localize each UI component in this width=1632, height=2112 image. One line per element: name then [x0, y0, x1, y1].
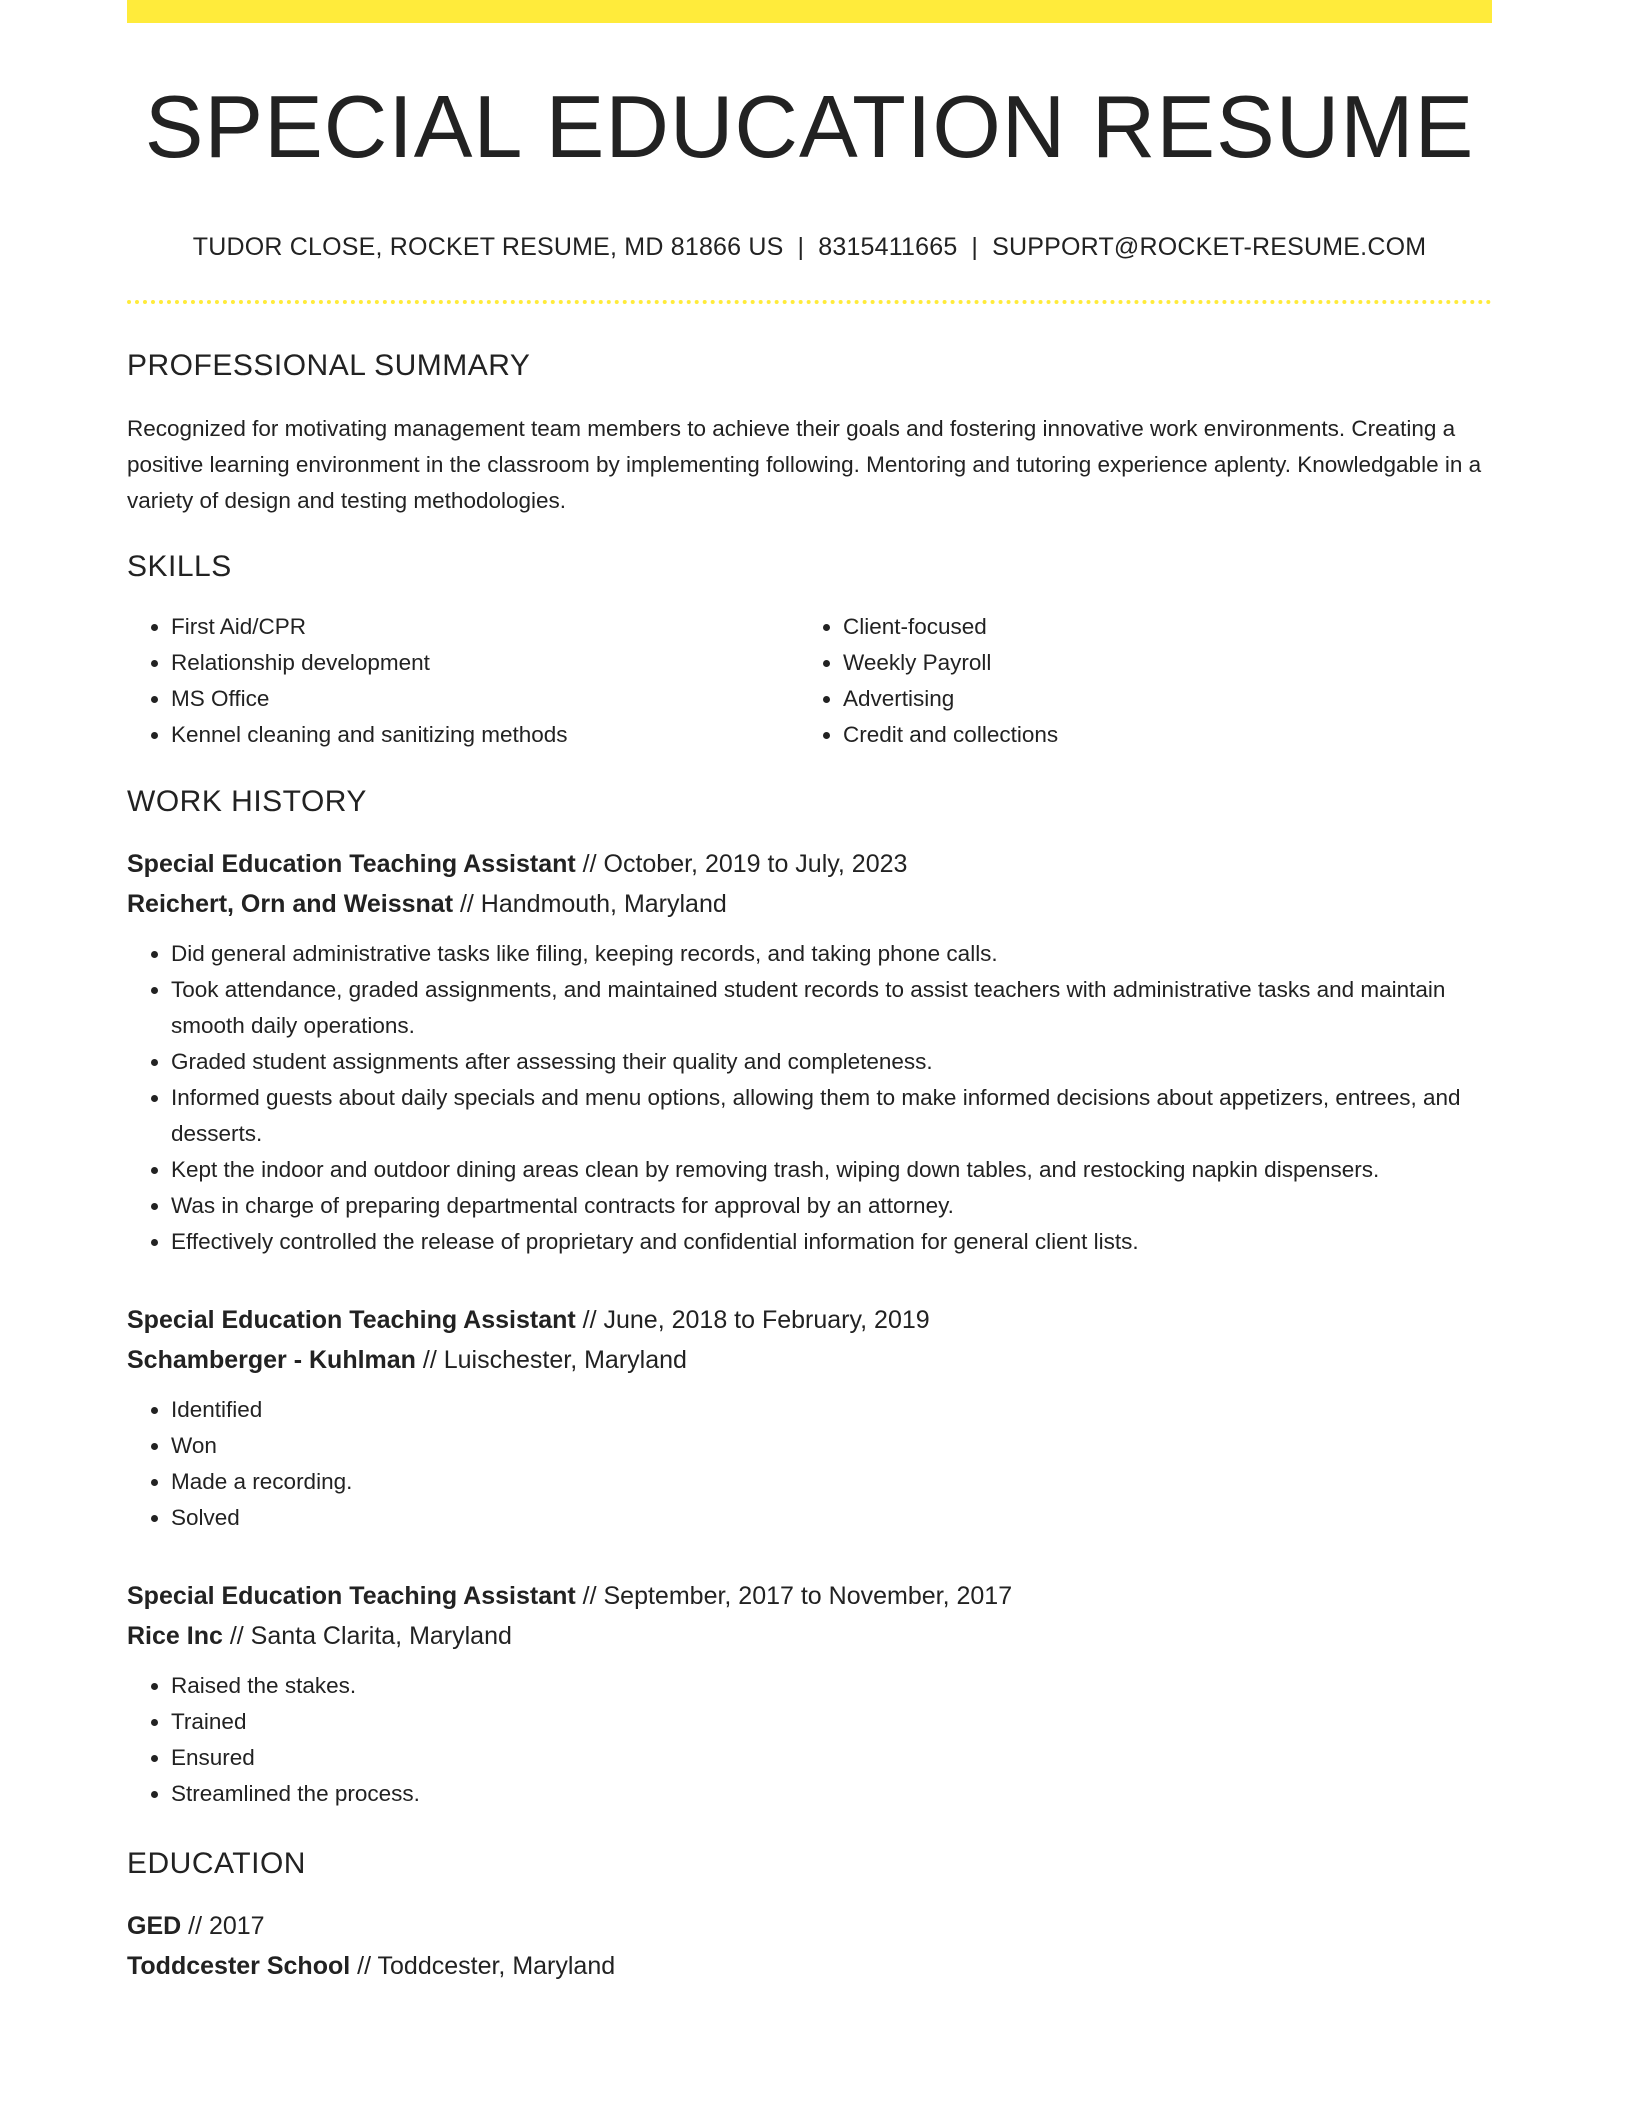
job-bullets — [127, 936, 1492, 1260]
job-dates: // October, 2019 to July, 2023 — [575, 850, 908, 878]
job-bullets — [127, 1392, 1492, 1536]
job-company: Rice Inc — [127, 1622, 223, 1650]
job-entry — [127, 1300, 1492, 1536]
job-bullet: • Effectively controlled the release of proprietary and confidential information for general client lists. — [171, 1224, 1492, 1260]
skill-item: • Client-focused — [843, 609, 1058, 645]
education-heading: EDUCATION — [127, 1847, 306, 1880]
job-company-line — [127, 1616, 1492, 1656]
job-bullet: • Ensured — [171, 1740, 1492, 1776]
job-bullet: • Graded student assignments after assessing their quality and completeness. — [171, 1044, 1492, 1080]
job-entry — [127, 1576, 1492, 1812]
job-location: // Luischester, Maryland — [415, 1346, 687, 1374]
job-bullets — [127, 1668, 1492, 1812]
job-dates: // September, 2017 to November, 2017 — [575, 1582, 1013, 1610]
job-role-line — [127, 1576, 1492, 1616]
education-degree-line — [127, 1906, 1492, 1946]
job-bullet: • Informed guests about daily specials and menu options, allowing them to make informed decisions about appetizers, entrees, and desserts. — [171, 1080, 1492, 1152]
education-degree: GED — [127, 1912, 182, 1940]
job-bullet: • Kept the indoor and outdoor dining areas clean by removing trash, wiping down tables, and restocking napkin dispensers. — [171, 1152, 1492, 1188]
education-year: // 2017 — [181, 1912, 265, 1940]
job-location: // Handmouth, Maryland — [453, 890, 727, 918]
job-bullet: • Identified — [171, 1392, 1492, 1428]
work-history-heading: WORK HISTORY — [127, 785, 367, 818]
job-company: Reichert, Orn and Weissnat — [127, 890, 454, 918]
skill-item: • Advertising — [843, 681, 1058, 717]
job-role: Special Education Teaching Assistant — [127, 1306, 576, 1334]
skills-column-left — [127, 609, 799, 753]
job-company-line — [127, 1340, 1492, 1380]
job-bullet: • Won — [171, 1428, 1492, 1464]
job-role: Special Education Teaching Assistant — [127, 1582, 576, 1610]
resume-title: SPECIAL EDUCATION RESUME — [144, 77, 1475, 176]
education-school-line — [127, 1946, 1492, 1986]
skill-item: • First Aid/CPR — [171, 609, 799, 645]
job-entry — [127, 844, 1492, 1260]
skill-item: • Weekly Payroll — [843, 645, 1058, 681]
job-dates: // June, 2018 to February, 2019 — [575, 1306, 930, 1334]
job-bullet: • Was in charge of preparing departmental contracts for approval by an attorney. — [171, 1188, 1492, 1224]
summary-text: Recognized for motivating management team members to achieve their goals and fostering innovative work environments. Creating a positive learning environment in the classroom by implementing following. Mentoring and tutoring experience aplenty. Knowledgable in a variety of design and testing methodologies. — [127, 416, 1482, 513]
job-location: // Santa Clarita, Maryland — [222, 1622, 512, 1650]
job-role: Special Education Teaching Assistant — [127, 850, 576, 878]
job-company-line — [127, 884, 1492, 924]
skills-heading: SKILLS — [127, 550, 232, 583]
job-role-line — [127, 844, 1492, 884]
contact-line — [127, 233, 1492, 262]
contact-address: TUDOR CLOSE, ROCKET RESUME, MD 81866 US — [192, 233, 784, 261]
skill-item: • MS Office — [171, 681, 799, 717]
job-bullet: • Streamlined the process. — [171, 1776, 1492, 1812]
skills-column-right — [799, 609, 1058, 753]
job-bullet: • Trained — [171, 1704, 1492, 1740]
dotted-divider — [127, 300, 1492, 304]
job-bullet: • Took attendance, graded assignments, and maintained student records to assist teachers with administrative tasks and maintain smooth daily operations. — [171, 972, 1492, 1044]
skills-list — [127, 609, 1492, 753]
education-location: // Toddcester, Maryland — [350, 1952, 616, 1980]
job-company: Schamberger - Kuhlman — [127, 1346, 416, 1374]
education-school: Toddcester School — [127, 1952, 351, 1980]
skill-item: • Kennel cleaning and sanitizing methods — [171, 717, 799, 753]
job-bullet: • Solved — [171, 1500, 1492, 1536]
job-bullet: • Raised the stakes. — [171, 1668, 1492, 1704]
skill-item: • Credit and collections — [843, 717, 1058, 753]
contact-phone: 8315411665 — [818, 233, 958, 261]
job-bullet: • Made a recording. — [171, 1464, 1492, 1500]
resume-content — [127, 0, 1492, 1986]
job-role-line — [127, 1300, 1492, 1340]
summary-heading: PROFESSIONAL SUMMARY — [127, 349, 531, 382]
contact-separator: | — [797, 233, 805, 261]
accent-top-bar — [127, 0, 1492, 23]
education-entry — [127, 1906, 1492, 1986]
contact-email: SUPPORT@ROCKET-RESUME.COM — [992, 233, 1427, 261]
job-bullet: • Did general administrative tasks like filing, keeping records, and taking phone calls. — [171, 936, 1492, 972]
contact-separator: | — [971, 233, 979, 261]
skill-item: • Relationship development — [171, 645, 799, 681]
